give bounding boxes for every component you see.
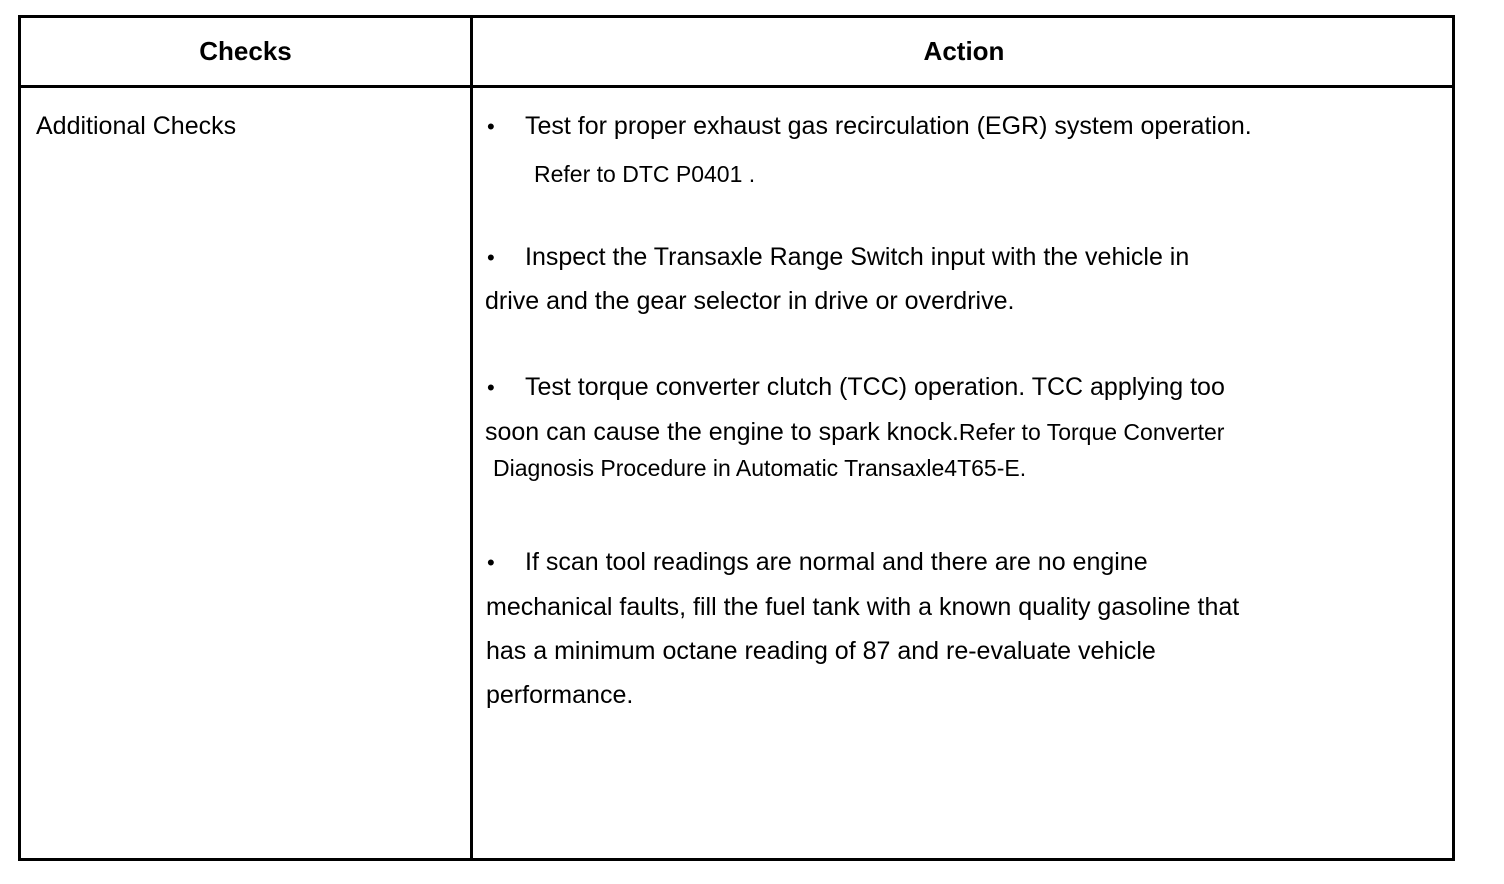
bullet-icon: •	[487, 375, 495, 400]
header-action: Action	[923, 36, 1005, 66]
action-item-egr	[485, 111, 1252, 142]
bullet-icon: •	[487, 550, 495, 575]
action-line: Test for proper exhaust gas recirculation (EGR) system operation.	[525, 112, 1252, 140]
bullet-icon: •	[487, 245, 495, 270]
action-line: If scan tool readings are normal and there are no engine	[525, 548, 1148, 576]
action-item-transaxle-range	[485, 242, 1189, 273]
action-item-tcc	[485, 372, 1225, 403]
bullet-icon: •	[487, 114, 495, 139]
action-link-tcc-procedure[interactable]: Diagnosis Procedure in Automatic Transaxle4T65-E.	[493, 455, 1027, 481]
column-divider	[470, 18, 473, 858]
check-additional-checks: Additional Checks	[36, 112, 237, 140]
header-divider	[21, 85, 1452, 88]
action-line: Inspect the Transaxle Range Switch input with the vehicle in	[525, 243, 1190, 271]
action-link-tcc[interactable]: Refer to Torque Converter	[958, 419, 1225, 445]
action-line: mechanical faults, fill the fuel tank with a known quality gasoline that	[486, 593, 1240, 621]
action-item-scan-tool	[485, 547, 1148, 578]
action-line: Test torque converter clutch (TCC) operation. TCC applying too	[525, 373, 1225, 401]
action-line: drive and the gear selector in drive or overdrive.	[485, 287, 1015, 315]
header-checks: Checks	[199, 36, 292, 66]
action-link-dtc[interactable]: Refer to DTC P0401 .	[534, 161, 756, 187]
checks-action-table	[18, 15, 1455, 861]
action-line: has a minimum octane reading of 87 and re-evaluate vehicle	[486, 637, 1156, 665]
action-line-part: soon can cause the engine to spark knock.	[485, 418, 959, 446]
action-line	[485, 417, 1224, 447]
action-line: performance.	[486, 681, 634, 709]
